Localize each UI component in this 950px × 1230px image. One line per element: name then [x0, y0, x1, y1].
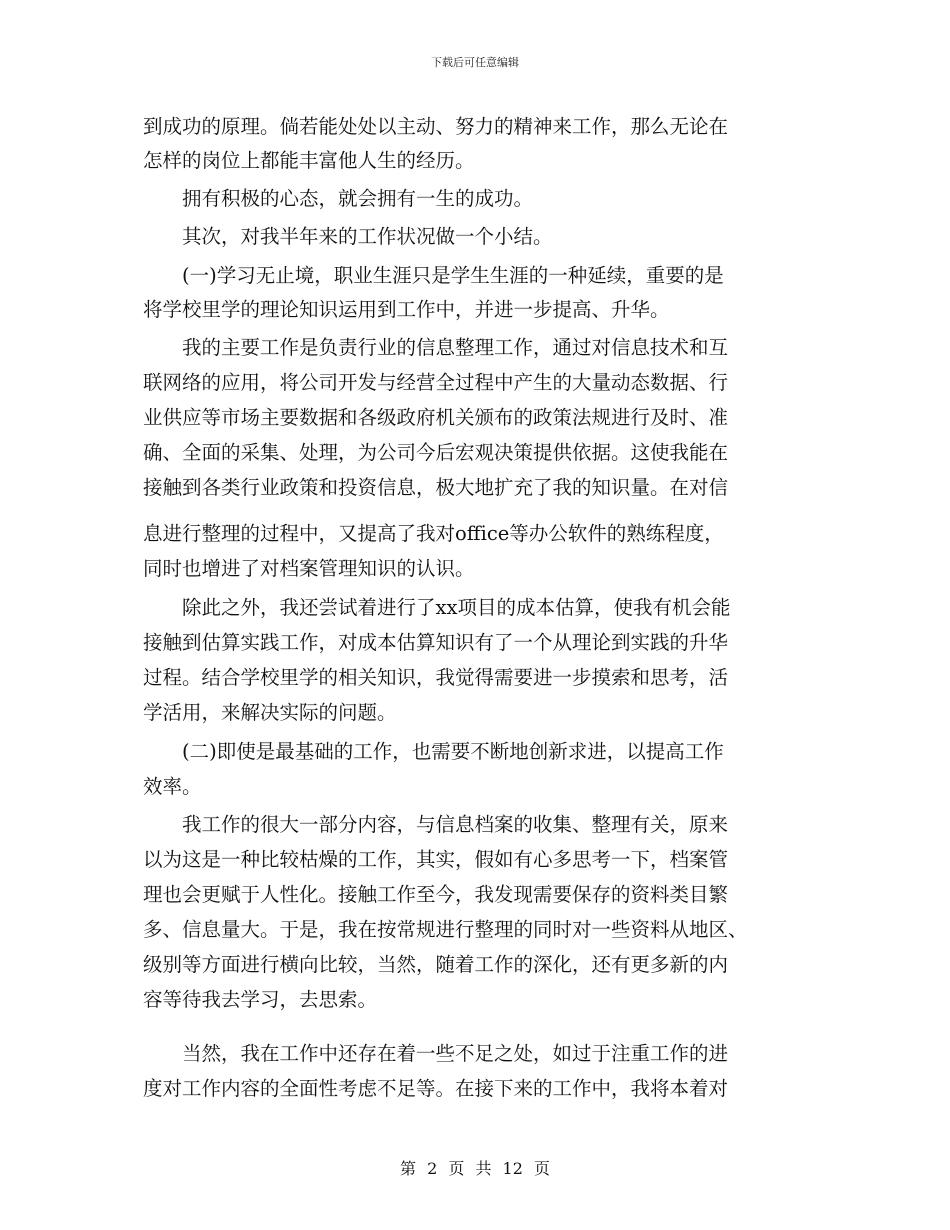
text-line: 拥有积极的心态，就会拥有一生的成功。 [143, 187, 534, 210]
text-line: 接触到各类行业政策和投资信息，极大地扩充了我的知识量。在对信 [143, 476, 729, 499]
text-line: 级别等方面进行横向比较，当然，随着工作的深化，还有更多新的内 [143, 953, 729, 976]
text-line: 容等待我去学习，去思索。 [143, 988, 378, 1011]
text-line: 以为这是一种比较枯燥的工作，其实，假如有心多思考一下，档案管 [143, 848, 729, 871]
page-number-footer: 第 2 页 共 12 页 [400, 1159, 550, 1178]
text-line: 息进行整理的过程中，又提高了我对office等办公软件的熟练程度， [143, 522, 724, 545]
text-line: 怎样的岗位上都能丰富他人生的经历。 [143, 149, 475, 172]
text-line: 当然，我在工作中还存在着一些不足之处，如过于注重工作的进 [143, 1042, 729, 1065]
text-line: 将学校里学的理论知识运用到工作中，并进一步提高、升华。 [143, 298, 670, 321]
text-line: (二)即使是最基础的工作，也需要不断地创新求进，以提高工作 [143, 740, 724, 763]
text-line: 我的主要工作是负责行业的信息整理工作，通过对信息技术和互 [143, 336, 729, 359]
text-line: 我工作的很大一部分内容，与信息档案的收集、整理有关，原来 [143, 813, 729, 836]
text-line: 同时也增进了对档案管理知识的认识。 [143, 557, 475, 580]
text-line: 过程。结合学校里学的相关知识，我觉得需要进一步摸索和思考，活 [143, 666, 729, 689]
page-header-note: 下载后可任意编辑 [431, 56, 519, 69]
text-line: 效率。 [143, 775, 202, 798]
text-line: (一)学习无止境，职业生涯只是学生生涯的一种延续，重要的是 [143, 264, 724, 287]
text-line: 除此之外，我还尝试着进行了xx项目的成本估算，使我有机会能 [143, 596, 731, 619]
text-line: 到成功的原理。倘若能处处以主动、努力的精神来工作，那么无论在 [143, 115, 729, 138]
text-line: 度对工作内容的全面性考虑不足等。在接下来的工作中，我将本着对 [143, 1077, 729, 1100]
text-line: 学活用，来解决实际的问题。 [143, 701, 397, 724]
text-line: 理也会更赋于人性化。接触工作至今，我发现需要保存的资料类目繁 [143, 883, 729, 906]
text-line: 业供应等市场主要数据和各级政府机关颁布的政策法规进行及时、准 [143, 406, 729, 429]
text-line: 确、全面的采集、处理，为公司今后宏观决策提供依据。这使我能在 [143, 441, 729, 464]
text-line: 其次，对我半年来的工作状况做一个小结。 [143, 225, 553, 248]
text-line: 多、信息量大。于是，我在按常规进行整理的同时对一些资料从地区、 [143, 918, 748, 941]
text-line: 联网络的应用，将公司开发与经营全过程中产生的大量动态数据、行 [143, 371, 729, 394]
text-line: 接触到估算实践工作，对成本估算知识有了一个从理论到实践的升华 [143, 631, 729, 654]
